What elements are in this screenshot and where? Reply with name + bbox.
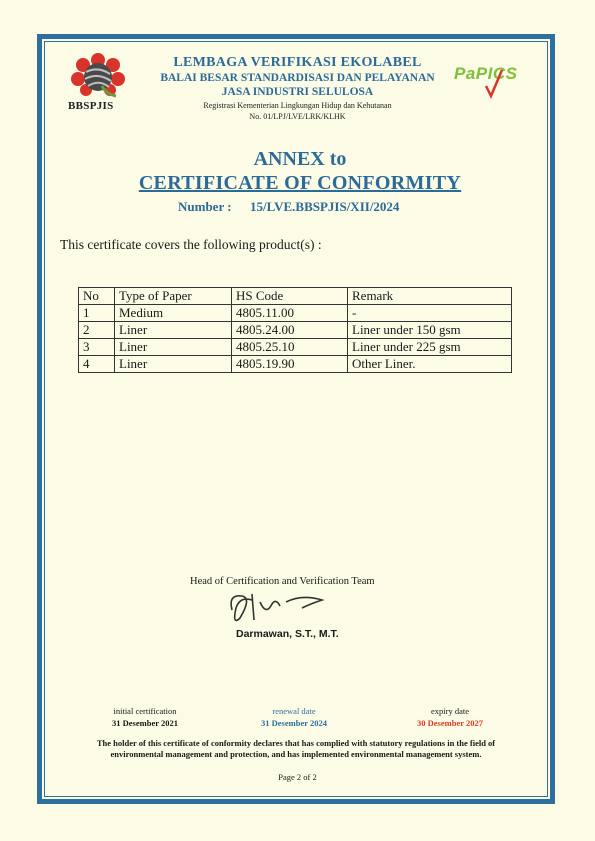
annex-title: ANNEX to xyxy=(253,148,347,170)
bbspjis-logo-icon xyxy=(66,52,130,100)
institution-line-2: JASA INDUSTRI SELULOSA xyxy=(221,86,374,98)
header-remark: Remark xyxy=(348,288,512,305)
registration-line-2: No. 01/LPJ/LVE/LRK/KLHK xyxy=(249,112,346,121)
cell-no: 2 xyxy=(79,322,115,339)
expiry-date-value: 30 Desember 2027 xyxy=(417,718,483,728)
renewal-label: renewal date xyxy=(272,706,316,716)
expiry-date xyxy=(380,706,520,728)
registration-line-1: Registrasi Kementerian Lingkungan Hidup dan Kehutanan xyxy=(203,101,392,110)
number-label: Number : xyxy=(178,199,232,214)
header-hs-code: HS Code xyxy=(232,288,348,305)
header-type: Type of Paper xyxy=(115,288,232,305)
table-header-row xyxy=(79,288,512,305)
renewal-date xyxy=(224,706,364,728)
initial-date: 31 Desember 2021 xyxy=(112,718,178,728)
cell-no: 4 xyxy=(79,356,115,373)
intro-text: This certificate covers the following product(s) : xyxy=(60,237,322,252)
expiry-label: expiry date xyxy=(431,706,469,716)
cell-remark: Liner under 225 gsm xyxy=(348,339,512,356)
table-row xyxy=(79,322,512,339)
logo-label: BBSPJIS xyxy=(68,100,114,112)
renewal-date-value: 31 Desember 2024 xyxy=(261,718,327,728)
initial-certification xyxy=(75,706,215,728)
cell-hs-code: 4805.24.00 xyxy=(232,322,348,339)
cell-type: Liner xyxy=(115,322,232,339)
cell-hs-code: 4805.11.00 xyxy=(232,305,348,322)
checkmark-icon xyxy=(482,68,504,104)
page-number: Page 2 of 2 xyxy=(278,772,317,782)
certificate-title: CERTIFICATE OF CONFORMITY xyxy=(138,172,462,194)
header-no: No xyxy=(79,288,115,305)
cell-type: Liner xyxy=(115,356,232,373)
cell-remark: Liner under 150 gsm xyxy=(348,322,512,339)
cell-remark: Other Liner. xyxy=(348,356,512,373)
cell-type: Medium xyxy=(115,305,232,322)
declaration-line-2: environmental management and protection, and has implemented environmental management system. xyxy=(110,749,482,759)
cell-no: 3 xyxy=(79,339,115,356)
signature-icon xyxy=(222,588,332,628)
declaration xyxy=(66,738,526,760)
institution-line-1: BALAI BESAR STANDARDISASI DAN PELAYANAN xyxy=(160,72,435,84)
table-row xyxy=(79,305,512,322)
cell-no: 1 xyxy=(79,305,115,322)
papics-logo: PaPICS xyxy=(454,64,518,83)
cell-type: Liner xyxy=(115,339,232,356)
signatory-name: Darmawan, S.T., M.T. xyxy=(236,628,339,640)
table-row xyxy=(79,339,512,356)
initial-label: initial certification xyxy=(113,706,177,716)
certificate-number xyxy=(178,199,399,215)
number-value: 15/LVE.BBSPJIS/XII/2024 xyxy=(250,199,400,214)
org-name: LEMBAGA VERIFIKASI EKOLABEL xyxy=(173,55,422,70)
table-row xyxy=(79,356,512,373)
cell-hs-code: 4805.25.10 xyxy=(232,339,348,356)
cell-remark: - xyxy=(348,305,512,322)
cell-hs-code: 4805.19.90 xyxy=(232,356,348,373)
declaration-line-1: The holder of this certificate of conformity declares that has complied with statutory regulations in the field of xyxy=(96,738,496,748)
signatory-role: Head of Certification and Verification Team xyxy=(190,576,375,587)
products-table xyxy=(78,287,512,373)
